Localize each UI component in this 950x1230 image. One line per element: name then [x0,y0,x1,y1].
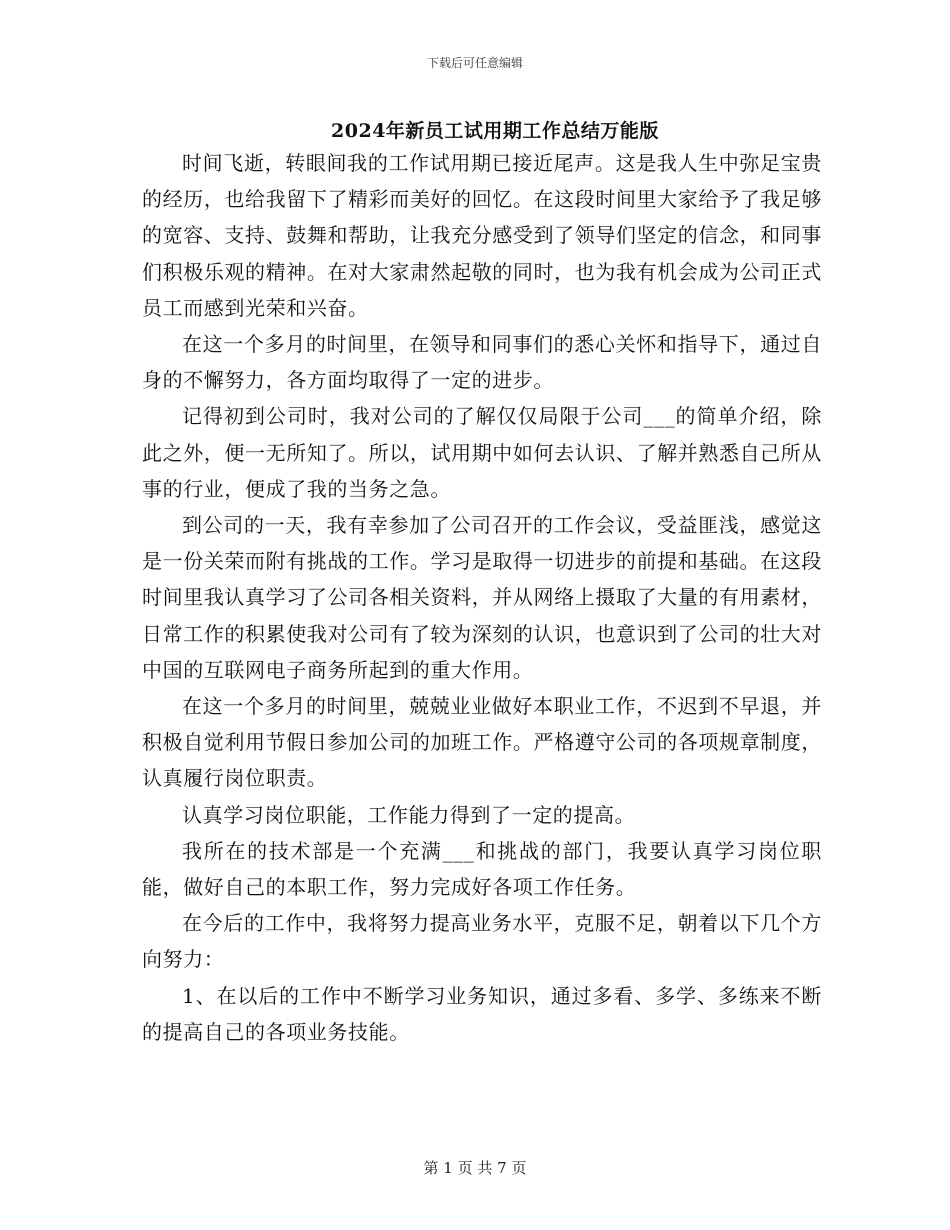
paragraph-2: 在这一个多月的时间里，在领导和同事们的悉心关怀和指导下，通过自身的不懈努力，各方面均取得了一定的进步。 [142,332,822,393]
paragraph-9: 1、在以后的工作中不断学习业务知识，通过多看、多学、多练来不断的提高自己的各项业务技能。 [142,983,822,1044]
paragraph-1: 时间飞逝，转眼间我的工作试用期已接近尾声。这是我人生中弥足宝贵的经历，也给我留下了精彩而美好的回忆。在这段时间里大家给予了我足够的宽容、支持、鼓舞和帮助，让我充分感受到了领导们坚定的信念，和同事们积极乐观的精神。在对大家肃然起敬的同时，也为我有机会成为公司正式员工而感到光荣和兴奋。 [142,151,822,320]
page-footer: 第 1 页 共 7 页 [423,1159,527,1177]
document-body [142,145,822,1050]
paragraph-5: 在这一个多月的时间里，兢兢业业做好本职业工作，不迟到不早退，并积极自觉利用节假日参加公司的加班工作。严格遵守公司的各项规章制度，认真履行岗位职责。 [142,694,822,791]
paragraph-7: 我所在的技术部是一个充满___和挑战的部门，我要认真学习岗位职能，做好自己的本职工作，努力完成好各项工作任务。 [142,838,822,900]
header-note: 下载后可任意编辑 [426,56,523,70]
paragraph-3: 记得初到公司时，我对公司的了解仅仅局限于公司___的简单介绍，除此之外，便一无所知了。所以，试用期中如何去认识、了解并熟悉自己所从事的行业，便成了我的当务之急。 [142,404,822,501]
document-title: 2024年新员工试用期工作总结万能版 [331,120,659,142]
paragraph-6: 认真学习岗位职能，工作能力得到了一定的提高。 [182,802,636,827]
paragraph-4: 到公司的一天，我有幸参加了公司召开的工作会议，受益匪浅，感觉这是一份关荣而附有挑战的工作。学习是取得一切进步的前提和基础。在这段时间里我认真学习了公司各相关资料，并从网络上摄取了大量的有用素材，日常工作的积累使我对公司有了较为深刻的认识，也意识到了公司的壮大对中国的互联网电子商务所起到的重大作用。 [142,513,822,682]
paragraph-8: 在今后的工作中，我将努力提高业务水平，克服不足，朝着以下几个方向努力： [142,911,822,972]
